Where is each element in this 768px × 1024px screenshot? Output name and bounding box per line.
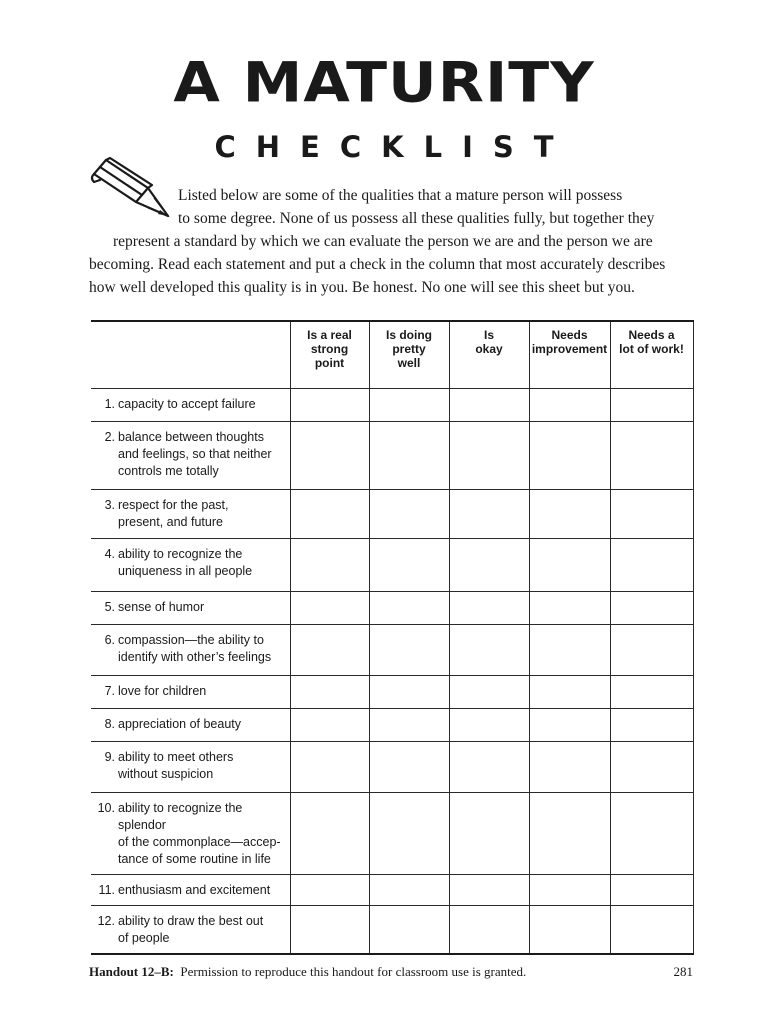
- quality-item: [91, 875, 290, 906]
- table-row: [91, 793, 693, 875]
- item-number: 5.: [104, 600, 115, 614]
- intro-line-2: to some degree. None of us possess all these qualities fully, but together they: [178, 210, 655, 227]
- check-cell[interactable]: [369, 389, 449, 422]
- pencil-icon: [88, 154, 178, 226]
- check-cell[interactable]: [290, 625, 369, 676]
- item-number: 7.: [104, 684, 115, 698]
- item-text: appreciation of beauty: [118, 717, 242, 731]
- item-text: ability to recognize the uniqueness in all people: [118, 547, 253, 578]
- check-cell[interactable]: [369, 709, 449, 742]
- page-number: 281: [673, 964, 693, 979]
- header-blank-cell: [91, 321, 290, 389]
- check-cell[interactable]: [369, 742, 449, 793]
- check-cell[interactable]: [529, 742, 610, 793]
- intro-line-3: represent a standard by which we can evaluate the person we are and the person we are: [113, 233, 653, 250]
- check-cell[interactable]: [369, 875, 449, 906]
- item-text: balance between thoughts and feelings, so that neither controls me totally: [118, 430, 272, 478]
- check-cell[interactable]: [449, 875, 529, 906]
- check-cell[interactable]: [369, 490, 449, 539]
- quality-item: [91, 539, 290, 592]
- check-cell[interactable]: [369, 539, 449, 592]
- check-cell[interactable]: [449, 625, 529, 676]
- check-cell[interactable]: [369, 676, 449, 709]
- check-cell[interactable]: [290, 389, 369, 422]
- check-cell[interactable]: [529, 793, 610, 875]
- check-cell[interactable]: [290, 906, 369, 955]
- quality-item: [91, 422, 290, 490]
- item-text: enthusiasm and excitement: [118, 883, 271, 897]
- check-cell[interactable]: [290, 875, 369, 906]
- table-row: [91, 625, 693, 676]
- check-cell[interactable]: [610, 490, 693, 539]
- check-cell[interactable]: [290, 709, 369, 742]
- item-text: sense of humor: [118, 600, 205, 614]
- item-text: ability to meet others without suspicion: [118, 750, 234, 781]
- check-cell[interactable]: [610, 906, 693, 955]
- item-text: respect for the past, present, and future: [118, 498, 229, 529]
- table-header-row: [91, 321, 693, 389]
- check-cell[interactable]: [610, 793, 693, 875]
- item-number: 3.: [104, 498, 115, 512]
- check-cell[interactable]: [610, 592, 693, 625]
- check-cell[interactable]: [369, 793, 449, 875]
- footer-note: Handout 12–B: Permission to reproduce this handout for classroom use is granted.: [89, 964, 527, 979]
- table-row: [91, 676, 693, 709]
- item-number: 12.: [97, 914, 115, 928]
- quality-item: [91, 709, 290, 742]
- table-row: [91, 875, 693, 906]
- check-cell[interactable]: [529, 676, 610, 709]
- quality-item: [91, 906, 290, 955]
- intro-line-1: Listed below are some of the qualities that a mature person will possess: [178, 187, 623, 204]
- page-subtitle: CHECKLIST: [214, 130, 574, 164]
- table-row: [91, 422, 693, 490]
- check-cell[interactable]: [290, 490, 369, 539]
- check-cell[interactable]: [449, 592, 529, 625]
- check-cell[interactable]: [290, 793, 369, 875]
- check-cell[interactable]: [529, 906, 610, 955]
- check-cell[interactable]: [529, 539, 610, 592]
- item-number: 10.: [97, 801, 115, 815]
- quality-item: [91, 793, 290, 875]
- item-number: 8.: [104, 717, 115, 731]
- quality-item: [91, 490, 290, 539]
- check-cell[interactable]: [529, 625, 610, 676]
- check-cell[interactable]: [369, 592, 449, 625]
- check-cell[interactable]: [610, 539, 693, 592]
- check-cell[interactable]: [290, 676, 369, 709]
- check-cell[interactable]: [529, 875, 610, 906]
- item-text: capacity to accept failure: [118, 397, 256, 411]
- check-cell[interactable]: [529, 422, 610, 490]
- check-cell[interactable]: [369, 422, 449, 490]
- column-header-lot-of-work: Needs a lot of work!: [610, 321, 693, 389]
- check-cell[interactable]: [369, 906, 449, 955]
- item-number: 6.: [104, 633, 115, 647]
- check-cell[interactable]: [610, 742, 693, 793]
- column-header-okay: Is okay: [449, 321, 529, 389]
- table-row: [91, 742, 693, 793]
- table-row: [91, 490, 693, 539]
- table-row: [91, 709, 693, 742]
- table-row: [91, 389, 693, 422]
- item-text: ability to recognize the splendor of the commonplace—accep- tance of some routine in life: [118, 801, 281, 866]
- check-cell[interactable]: [449, 539, 529, 592]
- check-cell[interactable]: [449, 793, 529, 875]
- quality-item: [91, 742, 290, 793]
- item-number: 4.: [104, 547, 115, 561]
- check-cell[interactable]: [449, 906, 529, 955]
- check-cell[interactable]: [610, 625, 693, 676]
- check-cell[interactable]: [290, 742, 369, 793]
- quality-item: [91, 389, 290, 422]
- check-cell[interactable]: [449, 389, 529, 422]
- check-cell[interactable]: [610, 389, 693, 422]
- check-cell[interactable]: [529, 709, 610, 742]
- check-cell[interactable]: [290, 539, 369, 592]
- item-number: 9.: [104, 750, 115, 764]
- check-cell[interactable]: [529, 389, 610, 422]
- check-cell[interactable]: [449, 709, 529, 742]
- check-cell[interactable]: [449, 490, 529, 539]
- check-cell[interactable]: [449, 676, 529, 709]
- column-header-strong-point: Is a real strong point: [290, 321, 369, 389]
- page-footer: [89, 964, 693, 980]
- table-row: [91, 592, 693, 625]
- quality-item: [91, 676, 290, 709]
- check-cell[interactable]: [290, 422, 369, 490]
- item-text: compassion—the ability to identify with other’s feelings: [118, 633, 272, 664]
- table-row: [91, 539, 693, 592]
- table-row: [91, 906, 693, 955]
- maturity-checklist-table: [91, 320, 694, 955]
- page-title: A MATURITY: [173, 50, 595, 116]
- check-cell[interactable]: [449, 742, 529, 793]
- check-cell[interactable]: [610, 676, 693, 709]
- item-number: 2.: [104, 430, 115, 444]
- quality-item: [91, 625, 290, 676]
- check-cell[interactable]: [529, 592, 610, 625]
- column-header-needs-improvement: Needs improvement: [529, 321, 610, 389]
- check-cell[interactable]: [369, 625, 449, 676]
- item-number: 11.: [98, 883, 115, 897]
- check-cell[interactable]: [529, 490, 610, 539]
- check-cell[interactable]: [610, 422, 693, 490]
- check-cell[interactable]: [449, 422, 529, 490]
- check-cell[interactable]: [290, 592, 369, 625]
- check-cell[interactable]: [610, 875, 693, 906]
- item-text: love for children: [118, 684, 207, 698]
- column-header-doing-well: Is doing pretty well: [369, 321, 449, 389]
- item-text: ability to draw the best out of people: [118, 914, 264, 945]
- item-number: 1.: [104, 397, 115, 411]
- quality-item: [91, 592, 290, 625]
- intro-line-5: how well developed this quality is in you. Be honest. No one will see this sheet but you.: [89, 279, 635, 296]
- check-cell[interactable]: [610, 709, 693, 742]
- intro-line-4: becoming. Read each statement and put a check in the column that most accurately describes: [89, 256, 666, 273]
